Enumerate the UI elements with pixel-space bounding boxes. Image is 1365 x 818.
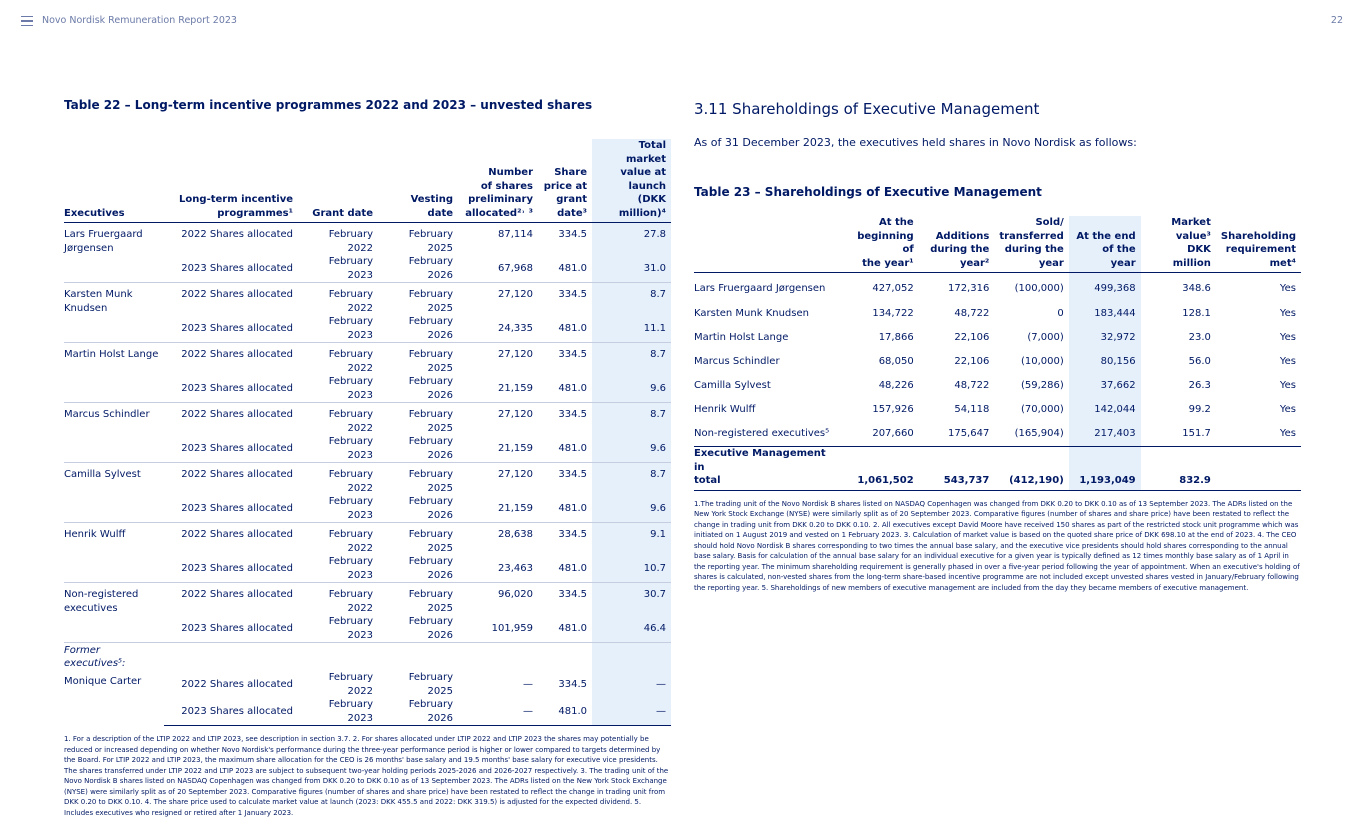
cell-executive: Henrik Wulff xyxy=(64,523,164,583)
cell-additions: 22,106 xyxy=(954,331,990,343)
section-intro: As of 31 December 2023, the executives held shares in Novo Nordisk as follows: xyxy=(694,136,1137,149)
cell-end: 1,193,049 xyxy=(1069,447,1141,491)
cell-value: 8.7 xyxy=(592,283,671,316)
cell-market-value: 56.0 xyxy=(1188,355,1211,367)
cell-beginning: 207,660 xyxy=(872,428,914,440)
col-requirement: Shareholding requirement met⁴ xyxy=(1216,216,1301,273)
cell-price: 481.0 xyxy=(558,442,587,454)
table-row xyxy=(64,583,671,616)
cell-vesting-date: February 2026 xyxy=(408,496,453,521)
col-executive xyxy=(694,216,840,273)
table22 xyxy=(64,139,671,726)
cell-end: 37,662 xyxy=(1069,374,1141,398)
cell-programme: 2023 Shares allocated xyxy=(164,698,298,726)
table-row xyxy=(694,422,1301,447)
cell-grant-date: February 2023 xyxy=(328,316,373,341)
cell-programme: 2023 Shares allocated xyxy=(181,382,293,394)
table22-body xyxy=(64,223,671,726)
cell-grant-date: February 2023 xyxy=(328,436,373,461)
col-sold: Sold/ transferred during the year xyxy=(994,216,1068,273)
cell-vesting-date: February 2025 xyxy=(408,229,453,254)
cell-executive: Camilla Sylvest xyxy=(694,380,771,392)
cell-executive: Henrik Wulff xyxy=(694,404,756,416)
cell-beginning: 48,226 xyxy=(878,380,914,392)
cell-programme: 2023 Shares allocated xyxy=(181,262,293,274)
cell-value: 27.8 xyxy=(592,223,671,256)
cell-requirement: Yes xyxy=(1279,380,1296,392)
cell-additions: 175,647 xyxy=(947,428,990,440)
cell-vesting-date: February 2026 xyxy=(378,698,458,726)
cell-executive: Camilla Sylvest xyxy=(64,463,164,523)
cell-price: 334.5 xyxy=(538,463,592,496)
table-row xyxy=(64,283,671,316)
cell-additions: 172,316 xyxy=(947,283,990,295)
cell-sold: 0 xyxy=(1057,307,1064,319)
cell-additions: 48,722 xyxy=(954,307,990,319)
cell-shares: 24,335 xyxy=(498,322,533,334)
cell-beginning: 17,866 xyxy=(878,331,914,343)
cell-grant-date: February 2023 xyxy=(328,376,373,401)
cell-requirement: Yes xyxy=(1279,283,1296,295)
cell-shares: 21,159 xyxy=(498,502,533,514)
cell-executive: Executive Management in total xyxy=(694,447,840,491)
cell-value: 10.7 xyxy=(592,555,671,583)
cell-value: — xyxy=(592,698,671,726)
table23-notes: 1.The trading unit of the Novo Nordisk B shares listed on NASDAQ Copenhagen was changed from DKK 0.20 to DKK 0.10 as of 13 September 2023. The ADRs listed on the New York Stock Exchange (NYSE) were similarly split as of 20 September 2023. Comparative figures (number of shares and share price) have been restated to reflect the change in trading unit from DKK 0.20 to DKK 0.10. 2. All executives except David Moore have received 150 shares as part of the restricted stock unit programme which was initiated on 1 August 2019 and vested on 1 February 2023. 3. Calculation of market value is based on the quoted share price of DKK 698.10 at the end of 2023. 4. The CEO should hold Novo Nordisk B shares corresponding to two times the annual base salary, and the executive vice presidents should hold shares corresponding to the annual base salary. Basis for calculation of the annual base salary for an individual executive for a given year is typically defined as 12 times monthly base salary as of 1 April in the reporting year. The minimum shareholding requirement is generally phased in over a five-year period following the year of appointment. When an executive's holding of shares is calculated, non-vested shares from the long-term share-based incentive programme are not included except unvested shares vested in January/February following the reporting year. 5. Shareholdings of new members of executive management are included from the day they became members of executive management. xyxy=(694,499,1300,592)
col-value: Total market value at launch (DKK million)⁴ xyxy=(592,139,671,223)
cell-programme: 2022 Shares allocated xyxy=(164,523,298,556)
table22-notes: 1. For a description of the LTIP 2022 and LTIP 2023, see description in section 3.7. 2. For shares allocated under LTIP 2022 and LTIP 2023 the shares may potentially be reduced or increased depending on whether Novo Nordisk's performance during the three-year performance period is higher or lower compared to targets determined by the Board. For LTIP 2022 and LTIP 2023, the maximum share allocation for the CEO is 26 months' base salary and 19.5 months' base salary for executive vice presidents. The shares transferred under LTIP 2022 and LTIP 2023 are subject to subsequent two-year holding periods 2025-2026 and 2026-2027 respectively. 3. The trading unit of the Novo Nordisk B shares listed on NASDAQ Copenhagen was changed from DKK 0.20 to DKK 0.10 as of 13 September 2023. The ADRs listed on the New York Stock Exchange (NYSE) were similarly split as of 20 September 2023. Comparative figures (number of shares and share price) have been restated to reflect the change in trading unit from DKK 0.20 to DKK 0.10. 4. The share price used to calculate market value at launch (2023: DKK 455.5 and 2022: DKK 319.5) is adjusted for the expected dividend. 5. Includes executives who resigned or retired after 1 January 2023. xyxy=(64,735,669,817)
cell-beginning: 427,052 xyxy=(872,283,914,295)
col-price: Share price at grant date³ xyxy=(538,139,592,223)
cell-requirement: Yes xyxy=(1279,355,1296,367)
cell-value: 8.7 xyxy=(592,403,671,436)
cell-market-value: 128.1 xyxy=(1182,307,1211,319)
cell-sold: (59,286) xyxy=(1021,380,1064,392)
cell-grant-date: February 2022 xyxy=(298,343,378,376)
cell-programme: 2023 Shares allocated xyxy=(181,442,293,454)
cell-vesting-date: February 2025 xyxy=(378,523,458,556)
cell-shares: — xyxy=(523,678,533,690)
cell-end: 32,972 xyxy=(1069,325,1141,349)
cell-programme: 2022 Shares allocated xyxy=(164,463,298,496)
cell-shares: 27,120 xyxy=(458,343,538,376)
table-row xyxy=(694,374,1301,398)
cell-executive: Monique Carter xyxy=(64,676,142,687)
cell-vesting-date: February 2026 xyxy=(408,316,453,341)
cell-end: 499,368 xyxy=(1069,273,1141,302)
cell-executive: Non-registered executives⁵ xyxy=(694,428,830,440)
cell-market-value: 151.7 xyxy=(1182,428,1211,440)
cell-vesting-date: February 2025 xyxy=(378,403,458,436)
cell-shares: 96,020 xyxy=(458,583,538,616)
table-row xyxy=(64,343,671,376)
cell-programme: 2023 Shares allocated xyxy=(181,502,293,514)
cell-sold: (7,000) xyxy=(1027,331,1064,343)
cell-grant-date: February 2023 xyxy=(298,698,378,726)
cell-beginning: 157,926 xyxy=(872,404,914,416)
col-ltip: Long-term incentive programmes¹ xyxy=(164,139,298,223)
cell-value: 8.7 xyxy=(592,463,671,496)
cell-sold: (70,000) xyxy=(1021,404,1064,416)
table-row xyxy=(64,523,671,556)
cell-vesting-date: February 2025 xyxy=(408,672,453,697)
cell-end: 217,403 xyxy=(1069,422,1141,447)
cell-additions: 22,106 xyxy=(954,355,990,367)
cell-requirement xyxy=(1216,447,1301,491)
cell-shares: 87,114 xyxy=(498,229,533,240)
table23 xyxy=(694,216,1301,491)
cell-market-value: 23.0 xyxy=(1188,331,1211,343)
cell-requirement: Yes xyxy=(1279,331,1296,343)
cell-shares: 21,159 xyxy=(498,382,533,394)
col-executives: Executives xyxy=(64,139,164,223)
cell-requirement: Yes xyxy=(1279,404,1296,416)
cell-price: 334.5 xyxy=(538,583,592,616)
cell-vesting-date: February 2026 xyxy=(408,256,453,281)
cell-programme: 2022 Shares allocated xyxy=(164,583,298,616)
cell-end: 183,444 xyxy=(1069,301,1141,325)
cell-programme: 2022 Shares allocated xyxy=(164,343,298,376)
cell-market-value: 99.2 xyxy=(1188,404,1211,416)
cell-shares: 27,120 xyxy=(458,463,538,496)
cell-grant-date: February 2022 xyxy=(298,463,378,496)
cell-value: 8.7 xyxy=(592,343,671,376)
cell-beginning: 134,722 xyxy=(872,307,914,319)
table23-body xyxy=(694,273,1301,491)
table-row-total xyxy=(694,447,1301,491)
table-row xyxy=(694,301,1301,325)
cell-shares: 101,959 xyxy=(491,622,533,634)
report-title: Novo Nordisk Remuneration Report 2023 xyxy=(42,15,237,26)
cell-market-value: 26.3 xyxy=(1188,380,1211,392)
col-grant-date: Grant date xyxy=(298,139,378,223)
cell-value: 9.6 xyxy=(592,375,671,403)
cell-executive: Martin Holst Lange xyxy=(694,331,789,343)
cell-price: 481.0 xyxy=(558,562,587,574)
cell-grant-date: February 2022 xyxy=(328,229,373,254)
cell-market-value: 832.9 xyxy=(1141,447,1216,491)
table22-header-row xyxy=(64,139,671,223)
table-row xyxy=(694,325,1301,349)
table23-header-row xyxy=(694,216,1301,273)
cell-shares: 23,463 xyxy=(498,562,533,574)
cell-price: 334.5 xyxy=(538,403,592,436)
cell-price: 481.0 xyxy=(558,262,587,274)
cell-requirement: Yes xyxy=(1279,307,1296,319)
cell-requirement: Yes xyxy=(1279,428,1296,440)
page-number: 22 xyxy=(1330,15,1343,26)
cell-vesting-date: February 2026 xyxy=(408,556,453,581)
cell-programme: 2023 Shares allocated xyxy=(181,322,293,334)
cell-price: 481.0 xyxy=(558,382,587,394)
table22-title: Table 22 – Long-term incentive programmes 2022 and 2023 – unvested shares xyxy=(64,98,593,112)
cell-grant-date: February 2023 xyxy=(328,256,373,281)
table-row-former-label xyxy=(64,643,671,672)
cell-price: 334.5 xyxy=(538,283,592,316)
cell-executive: Marcus Schindler xyxy=(64,403,164,463)
cell-value: 11.1 xyxy=(592,315,671,343)
cell-programme: 2022 Shares allocated xyxy=(181,678,293,690)
col-vesting-date: Vesting date xyxy=(378,139,458,223)
cell-value: 31.0 xyxy=(592,255,671,283)
cell-price: 334.5 xyxy=(558,678,587,690)
cell-vesting-date: February 2026 xyxy=(408,436,453,461)
table-row xyxy=(64,223,671,256)
col-shares: Number of shares preliminary allocated²˒ ³ xyxy=(458,139,538,223)
top-bar xyxy=(0,0,1365,44)
cell-programme: 2022 Shares allocated xyxy=(164,403,298,436)
cell-executive: Karsten Munk Knudsen xyxy=(694,307,809,319)
cell-grant-date: February 2022 xyxy=(298,283,378,316)
cell-beginning: 68,050 xyxy=(878,355,914,367)
cell-programme: 2023 Shares allocated xyxy=(181,622,293,634)
col-market-value: Market value³ DKK million xyxy=(1141,216,1216,273)
cell-executive: Lars Fruergaard Jørgensen xyxy=(694,283,826,295)
left-column xyxy=(64,98,671,818)
cell-additions: 54,118 xyxy=(954,404,990,416)
cell-price: 481.0 xyxy=(538,698,592,726)
cell-executive: Karsten Munk Knudsen xyxy=(64,283,164,343)
cell-programme: 2023 Shares allocated xyxy=(181,562,293,574)
table-row xyxy=(64,403,671,436)
cell-grant-date: February 2023 xyxy=(328,556,373,581)
cell-shares: 28,638 xyxy=(458,523,538,556)
cell-grant-date: February 2022 xyxy=(298,403,378,436)
cell-value: 9.1 xyxy=(592,523,671,556)
cell-grant-date: February 2022 xyxy=(298,523,378,556)
cell-value: 9.6 xyxy=(592,435,671,463)
cell-vesting-date: February 2025 xyxy=(378,343,458,376)
cell-shares: 27,120 xyxy=(458,403,538,436)
col-additions: Additions during the year² xyxy=(919,216,995,273)
col-beginning: At the beginning of the year¹ xyxy=(840,216,919,273)
table-row xyxy=(694,398,1301,422)
table-row xyxy=(694,273,1301,302)
cell-beginning: 1,061,502 xyxy=(840,447,919,491)
cell-vesting-date: February 2025 xyxy=(378,463,458,496)
cell-price: 481.0 xyxy=(558,322,587,334)
cell-vesting-date: February 2025 xyxy=(378,583,458,616)
cell-executive: Non-registered executives xyxy=(64,583,164,643)
cell-executive: Marcus Schindler xyxy=(694,355,780,367)
cell-value: — xyxy=(592,671,671,698)
table-row xyxy=(694,350,1301,374)
cell-programme: 2022 Shares allocated xyxy=(181,229,293,240)
cell-shares: 27,120 xyxy=(458,283,538,316)
table23-title: Table 23 – Shareholdings of Executive Management xyxy=(694,185,1042,199)
cell-shares: — xyxy=(458,698,538,726)
right-column xyxy=(694,98,1301,593)
cell-executive: Martin Holst Lange xyxy=(64,343,164,403)
cell-sold: (100,000) xyxy=(1014,283,1064,295)
cell-grant-date: February 2023 xyxy=(328,496,373,521)
menu-icon[interactable] xyxy=(21,16,33,26)
cell-price: 334.5 xyxy=(538,523,592,556)
cell-vesting-date: February 2025 xyxy=(378,283,458,316)
cell-sold: (412,190) xyxy=(994,447,1068,491)
cell-shares: 67,968 xyxy=(498,262,533,274)
cell-programme: 2022 Shares allocated xyxy=(164,283,298,316)
section-title: 3.11 Shareholdings of Executive Management xyxy=(694,100,1040,118)
col-end: At the end of the year xyxy=(1069,216,1141,273)
cell-market-value: 348.6 xyxy=(1182,283,1211,295)
cell-price: 334.5 xyxy=(558,229,587,240)
cell-value: 46.4 xyxy=(592,615,671,643)
cell-vesting-date: February 2026 xyxy=(408,376,453,401)
cell-additions: 543,737 xyxy=(919,447,995,491)
cell-value: 30.7 xyxy=(592,583,671,616)
table-row xyxy=(64,463,671,496)
cell-grant-date: February 2022 xyxy=(298,583,378,616)
cell-price: 481.0 xyxy=(558,502,587,514)
cell-vesting-date: February 2026 xyxy=(408,616,453,641)
cell-price: 481.0 xyxy=(558,622,587,634)
cell-sold: (165,904) xyxy=(1014,428,1064,440)
cell-executive: Lars Fruergaard Jørgensen xyxy=(64,229,143,254)
cell-value: 9.6 xyxy=(592,495,671,523)
cell-grant-date: February 2023 xyxy=(328,616,373,641)
cell-price: 334.5 xyxy=(538,343,592,376)
cell-grant-date: February 2022 xyxy=(328,672,373,697)
former-executives-label: Former executives⁵: xyxy=(64,643,164,672)
cell-additions: 48,722 xyxy=(954,380,990,392)
cell-sold: (10,000) xyxy=(1021,355,1064,367)
cell-end: 80,156 xyxy=(1069,350,1141,374)
cell-shares: 21,159 xyxy=(498,442,533,454)
cell-end: 142,044 xyxy=(1069,398,1141,422)
table-row xyxy=(64,671,671,698)
